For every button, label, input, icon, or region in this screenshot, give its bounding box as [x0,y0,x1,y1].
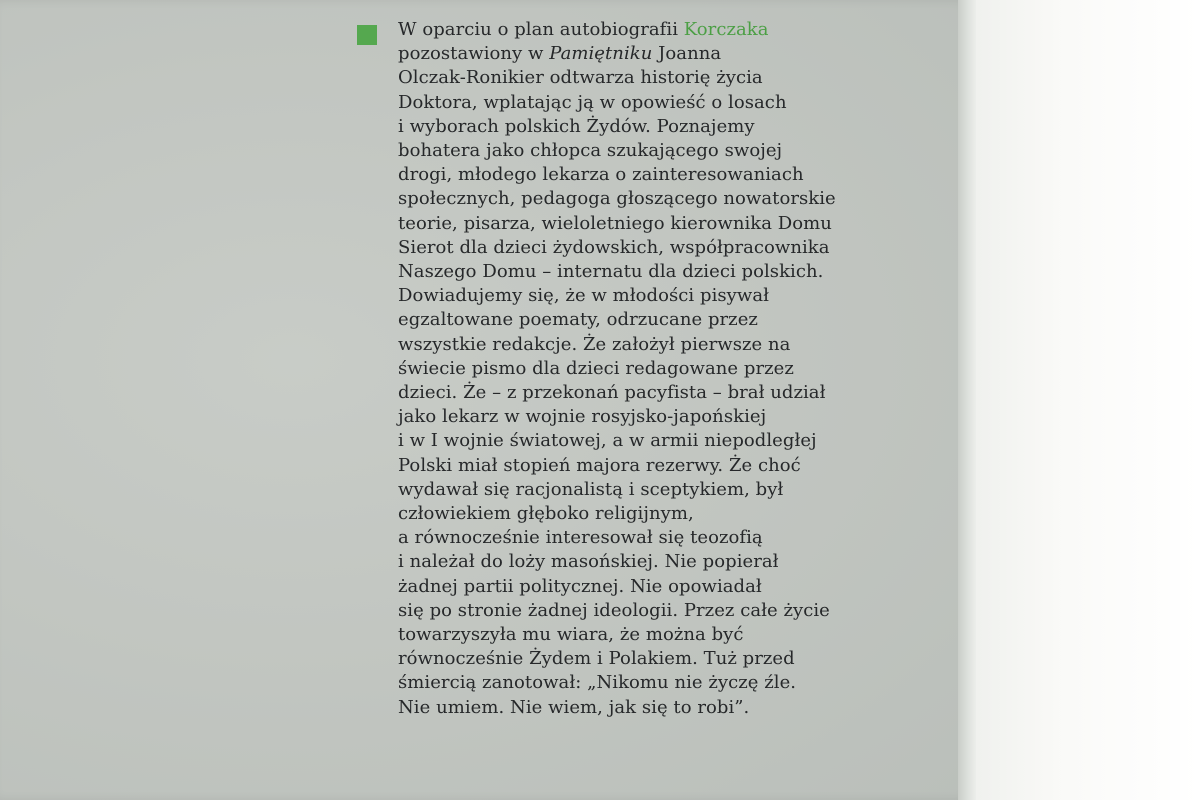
blurb-line [398,526,868,550]
blurb-segment: świecie pismo dla dzieci redagowane przez [398,357,794,379]
blurb-line [398,333,868,357]
blurb-line [398,115,868,139]
blurb-line [398,647,868,671]
blurb-segment: teorie, pisarza, wieloletniego kierownika Domu [398,212,832,234]
blurb-line [398,187,868,211]
blurb-line [398,696,868,720]
blurb-line [398,478,868,502]
author-name-highlight: Korczaka [683,19,769,40]
blurb-segment: a równocześnie interesował się teozofią [398,527,763,549]
background-surface [976,0,1200,800]
blurb-segment: wszystkie redakcje. Że założył pierwsze na [398,333,791,355]
blurb-segment: i należał do loży masońskiej. Nie popierał [398,551,779,573]
blurb-segment: Nie umiem. Nie wiem, jak się to robi”. [398,696,750,718]
blurb-line [398,66,868,90]
blurb-line [398,550,868,574]
blurb-segment: się po stronie żadnej ideologii. Przez całe życie [398,599,830,621]
blurb-segment: Sierot dla dzieci żydowskich, współpracownika [398,236,830,258]
blurb-segment: wydawał się racjonalistą i sceptykiem, był [398,478,784,500]
blurb-line [398,163,868,187]
blurb-segment: Olczak-Ronikier odtwarza historię życia [398,67,763,89]
blurb-line [398,42,868,66]
blurb-segment: jako lekarz w wojnie rosyjsko-japońskiej [398,406,767,428]
blurb-line [398,381,868,405]
blurb-segment: pozostawiony w [398,43,550,65]
blurb-line [398,454,868,478]
blurb-segment: towarzyszyła mu wiara, że można być [398,624,744,646]
blurb-line [398,623,868,647]
blurb-line [398,405,868,429]
blurb-segment: i wyborach polskich Żydów. Poznajemy [398,115,755,137]
blurb-segment: Dowiadujemy się, że w młodości pisywał [398,285,770,307]
blurb-segment: Joanna [652,43,722,65]
blurb-line [398,91,868,115]
blurb-line [398,260,868,284]
blurb-line [398,502,868,526]
blurb-segment: drogi, młodego lekarza o zainteresowaniach [398,164,804,186]
blurb-segment: i w I wojnie światowej, a w armii niepodległej [398,430,817,452]
blurb-segment: równocześnie Żydem i Polakiem. Tuż przed [398,648,795,670]
blurb-line [398,139,868,163]
blurb-line [398,18,868,42]
blurb-line [398,357,868,381]
blurb-line [398,671,868,695]
blurb-segment: śmiercią zanotował: „Nikomu nie życzę źle. [398,672,797,694]
blurb-segment: Polski miał stopień majora rezerwy. Że choć [398,454,801,476]
blurb-line [398,599,868,623]
blurb-line [398,212,868,236]
green-square-marker [357,25,377,45]
italic-title: Pamiętniku [549,43,653,65]
blurb-segment: Naszego Domu – internatu dla dzieci polskich. [398,261,824,283]
blurb-line [398,575,868,599]
blurb-text [398,18,868,720]
blurb-segment: egzaltowane poematy, odrzucane przez [398,309,758,331]
blurb-segment: żadnej partii politycznej. Nie opowiadał [398,575,762,597]
blurb-line [398,429,868,453]
blurb-segment: społecznych, pedagoga głoszącego nowatorskie [398,188,836,210]
cover-edge [958,0,976,800]
blurb-segment: bohatera jako chłopca szukającego swojej [398,140,783,162]
blurb-segment: dzieci. Że – z przekonań pacyfista – brał udział [398,382,826,404]
blurb-segment: W oparciu o plan autobiografii [398,19,684,40]
blurb-segment: człowiekiem głęboko religijnym, [398,503,694,525]
blurb-line [398,308,868,332]
blurb-line [398,284,868,308]
blurb-line [398,236,868,260]
blurb-segment: Doktora, wplatając ją w opowieść o losach [398,91,787,113]
